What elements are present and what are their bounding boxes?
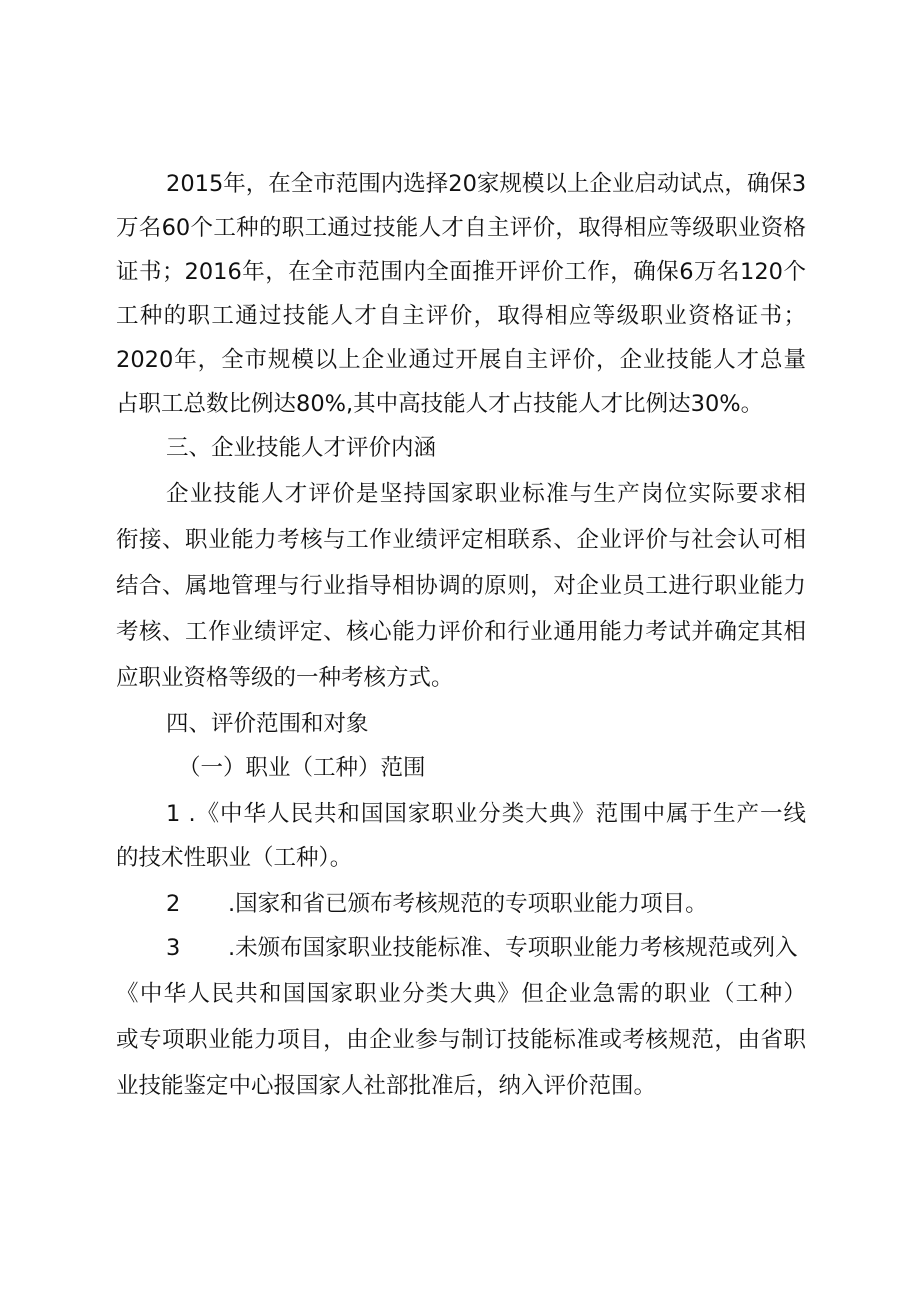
paragraph-line: 结合、属地管理与行业指导相协调的原则，对企业员工进行职业能力 bbox=[116, 573, 806, 599]
list-item-line: 业技能鉴定中心报国家人社部批准后，纳入评价范围。 bbox=[116, 1073, 657, 1099]
paragraph-line: 2020年，全市规模以上企业通过开展自主评价，企业技能人才总量 bbox=[116, 347, 806, 373]
subsection-heading: （一）职业（工种）范围 bbox=[178, 755, 426, 781]
paragraph-line: 应职业资格等级的一种考核方式。 bbox=[116, 665, 454, 691]
list-item-text: .未颁布国家职业技能标准、专项职业能力考核规范或列入 bbox=[228, 935, 798, 961]
paragraph-line: 企业技能人才评价是坚持国家职业标准与生产岗位实际要求相 bbox=[166, 481, 806, 507]
paragraph-line: 证书；2016年，在全市范围内全面推开评价工作，确保6万名120个 bbox=[116, 259, 806, 285]
list-item bbox=[166, 928, 806, 968]
list-item-line: 《中华人民共和国国家职业分类大典》但企业急需的职业（工种） bbox=[116, 981, 806, 1007]
list-item-line: 或专项职业能力项目，由企业参与制订技能标准或考核规范，由省职 bbox=[116, 1027, 806, 1053]
list-item-line: 1 .《中华人民共和国国家职业分类大典》范围中属于生产一线 bbox=[166, 801, 806, 827]
list-item-line: 的技术性职业（工种）。 bbox=[116, 845, 353, 871]
list-item bbox=[166, 884, 806, 924]
section-heading: 四、评价范围和对象 bbox=[166, 711, 369, 737]
paragraph-line: 万名60个工种的职工通过技能人才自主评价，取得相应等级职业资格 bbox=[116, 215, 806, 241]
paragraph-line: 2015年，在全市范围内选择20家规模以上企业启动试点，确保3 bbox=[166, 171, 807, 197]
list-item-number: 3 bbox=[166, 935, 181, 961]
list-item-text: .国家和省已颁布考核规范的专项职业能力项目。 bbox=[228, 891, 708, 917]
list-item-number: 2 bbox=[166, 891, 181, 917]
paragraph-line: 考核、工作业绩评定、核心能力评价和行业通用能力考试并确定其相 bbox=[116, 619, 806, 645]
section-heading: 三、企业技能人才评价内涵 bbox=[166, 435, 437, 461]
paragraph-line: 衔接、职业能力考核与工作业绩评定相联系、企业评价与社会认可相 bbox=[116, 527, 806, 553]
paragraph-line: 工种的职工通过技能人才自主评价，取得相应等级职业资格证书； bbox=[116, 303, 806, 329]
paragraph-line: 占职工总数比例达80%,其中高技能人才占技能人才比例达30%。 bbox=[116, 391, 764, 417]
